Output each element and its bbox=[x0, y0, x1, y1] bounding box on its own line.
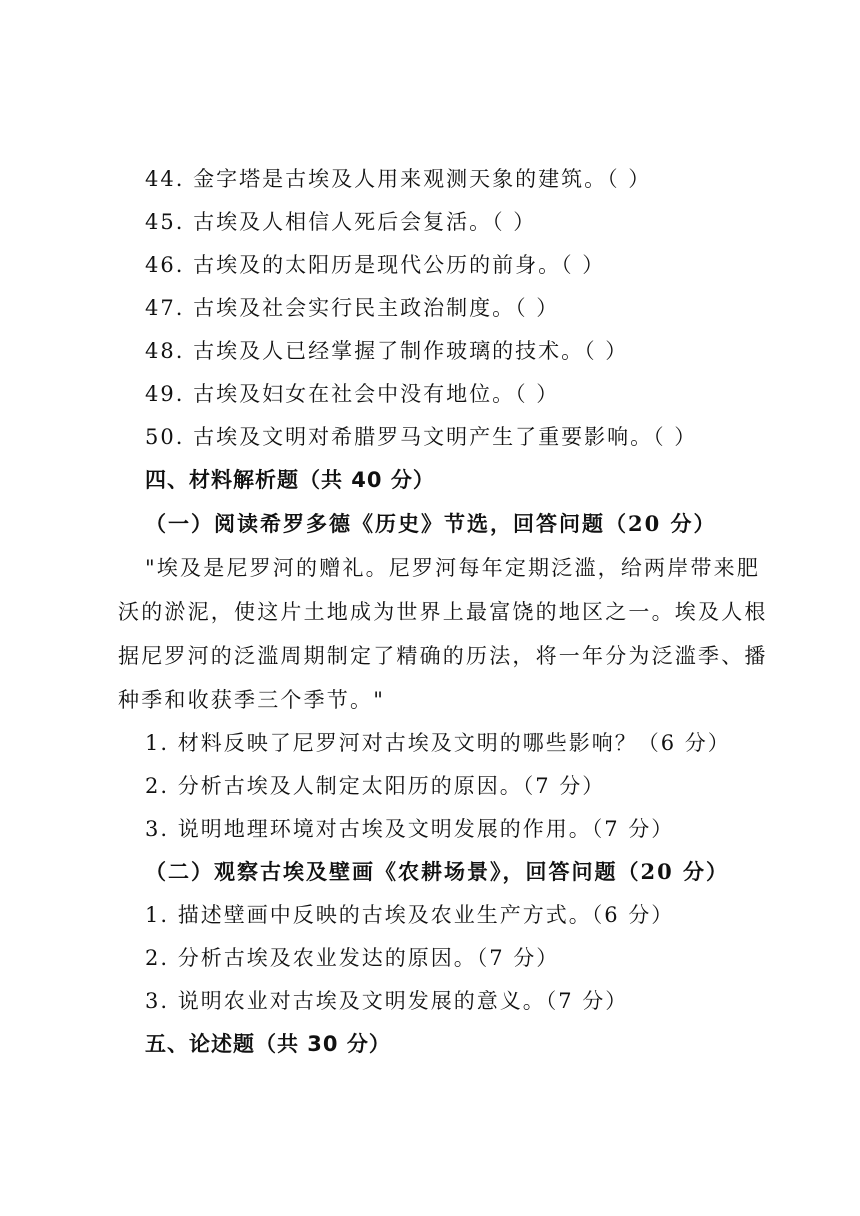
part-1-heading: （一）阅读希罗多德《历史》节选，回答问题（20 分） bbox=[145, 511, 717, 536]
passage-line-2: 沃的淤泥，使这片土地成为世界上最富饶的地区之一。埃及人根 bbox=[118, 600, 768, 624]
tf-item-48: 48. 古埃及人已经掌握了制作玻璃的技术。（ ） bbox=[145, 339, 629, 363]
passage-line-1: "埃及是尼罗河的赠礼。尼罗河每年定期泛滥，给两岸带来肥 bbox=[145, 556, 761, 580]
part-2-question-1: 1. 描述壁画中反映的古埃及农业生产方式。（6 分） bbox=[145, 903, 675, 927]
part-2-heading: （二）观察古埃及壁画《农耕场景》，回答问题（20 分） bbox=[145, 859, 730, 884]
part-1-question-2: 2. 分析古埃及人制定太阳历的原因。（7 分） bbox=[145, 774, 606, 798]
passage-line-4: 种季和收获季三个季节。" bbox=[118, 688, 386, 712]
passage-line-3: 据尼罗河的泛滥周期制定了精确的历法，将一年分为泛滥季、播 bbox=[118, 644, 768, 668]
section-4-title: 四、材料解析题（共 40 分） bbox=[145, 468, 435, 492]
tf-item-45: 45. 古埃及人相信人死后会复活。（ ） bbox=[145, 210, 537, 234]
tf-item-49: 49. 古埃及妇女在社会中没有地位。（ ） bbox=[145, 382, 560, 406]
tf-item-50: 50. 古埃及文明对希腊罗马文明产生了重要影响。（ ） bbox=[145, 425, 698, 449]
part-1-question-1: 1. 材料反映了尼罗河对古埃及文明的哪些影响？（6 分） bbox=[145, 731, 731, 755]
tf-item-46: 46. 古埃及的太阳历是现代公历的前身。（ ） bbox=[145, 253, 606, 277]
tf-item-47: 47. 古埃及社会实行民主政治制度。（ ） bbox=[145, 296, 560, 320]
part-2-question-2: 2. 分析古埃及农业发达的原因。（7 分） bbox=[145, 946, 560, 970]
section-5-title: 五、论述题（共 30 分） bbox=[145, 1032, 391, 1056]
tf-item-44: 44. 金字塔是古埃及人用来观测天象的建筑。（ ） bbox=[145, 167, 652, 191]
part-2-question-3: 3. 说明农业对古埃及文明发展的意义。（7 分） bbox=[145, 989, 629, 1013]
part-1-question-3: 3. 说明地理环境对古埃及文明发展的作用。（7 分） bbox=[145, 817, 675, 841]
